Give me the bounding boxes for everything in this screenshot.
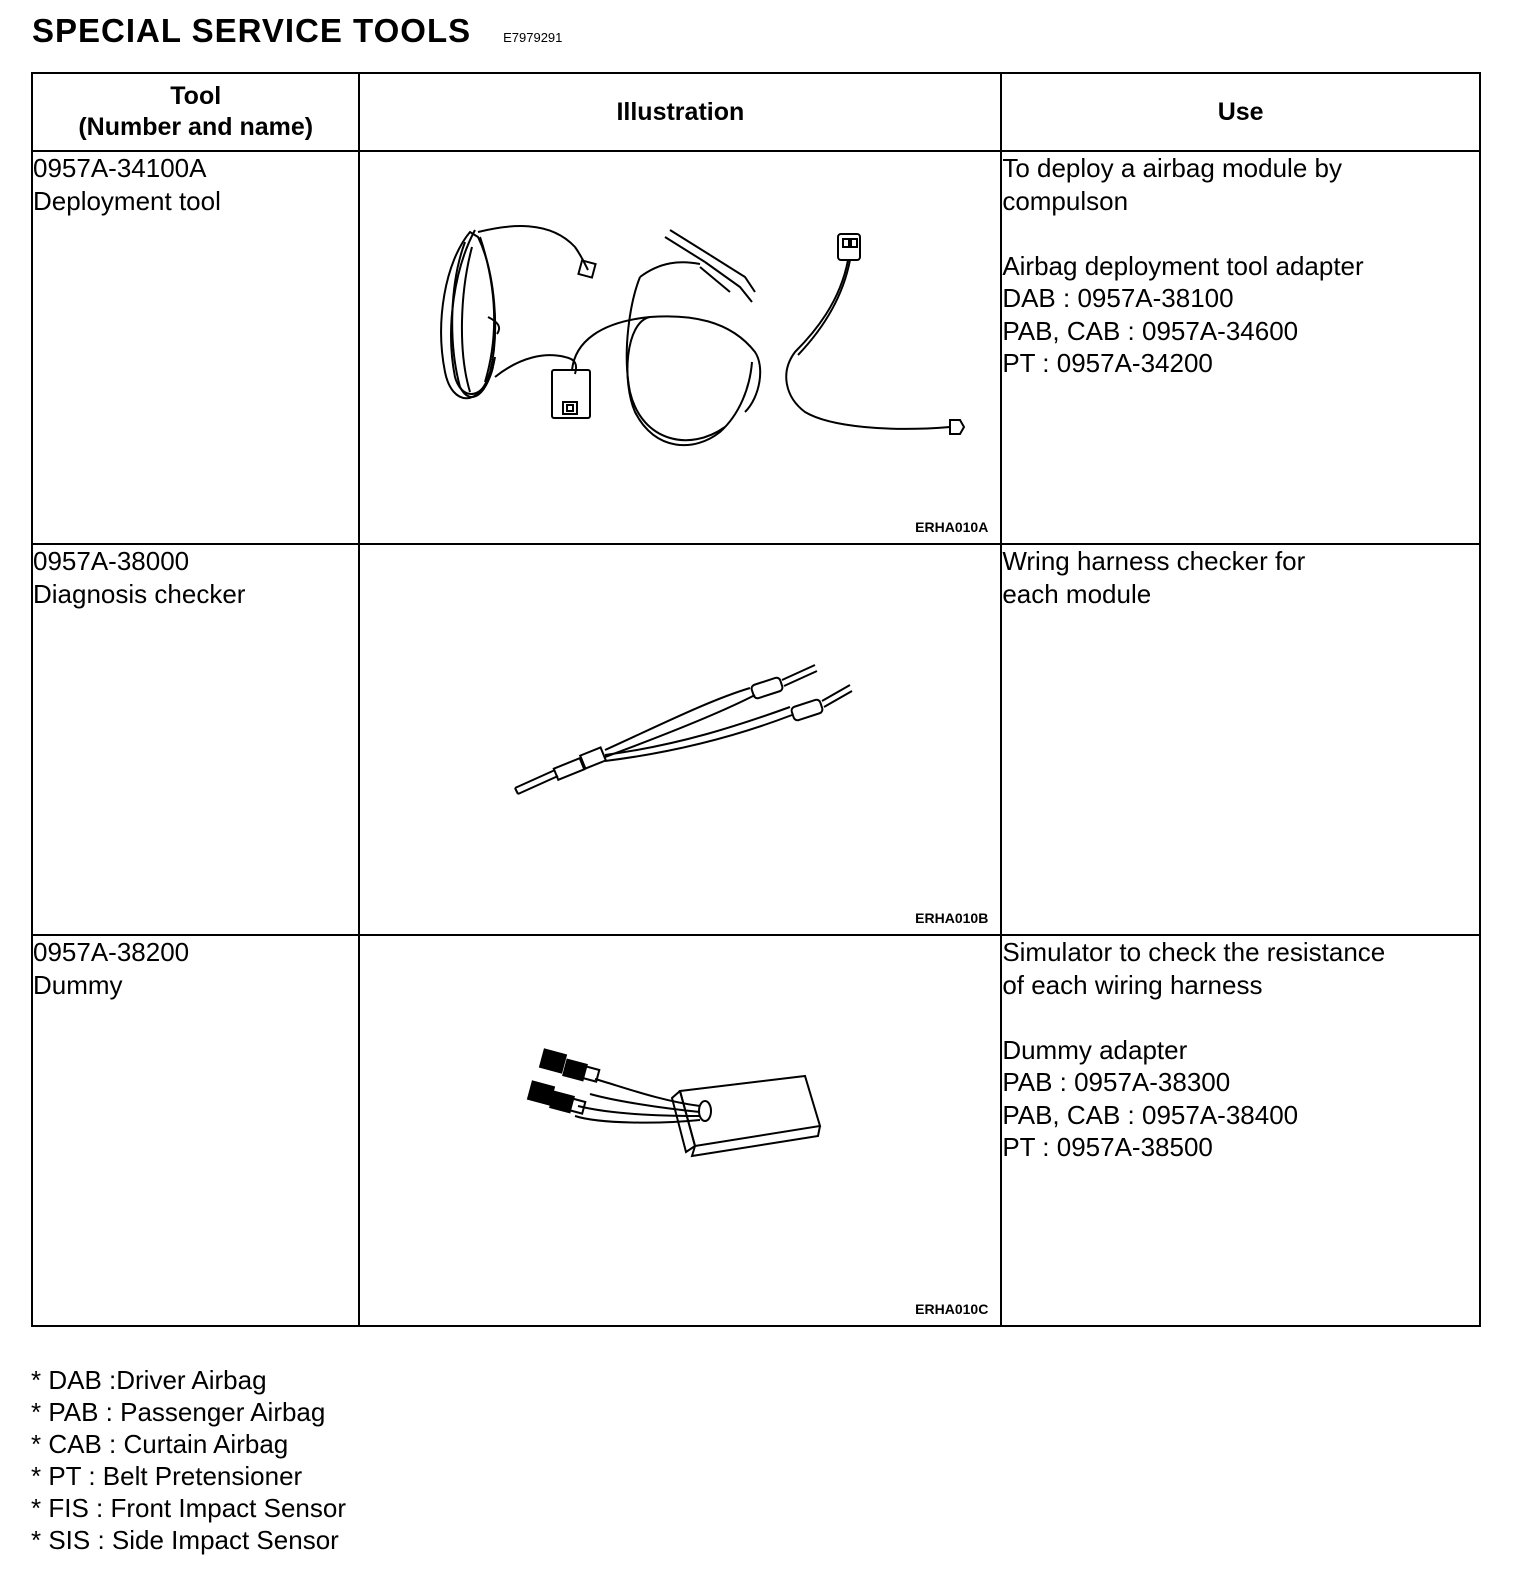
use-line: each module <box>1002 578 1152 609</box>
use-line: of each wiring harness <box>1002 969 1263 1000</box>
note-item: * DAB :Driver Airbag <box>31 1365 267 1395</box>
tools-table <box>31 72 1481 1327</box>
use-line: PT : 0957A-38500 <box>1002 1132 1213 1162</box>
abbreviation-notes <box>31 1364 346 1556</box>
document-code: E7979291 <box>503 30 563 45</box>
dummy-illustration <box>360 936 1001 1325</box>
column-header-use: Use <box>1001 73 1480 151</box>
use-line: Dummy adapter <box>1002 1034 1188 1065</box>
note-item: * PAB : Passenger Airbag <box>31 1397 326 1427</box>
note-item: * CAB : Curtain Airbag <box>31 1429 289 1459</box>
illustration-code: ERHA010A <box>915 519 989 535</box>
note-item: * SIS : Side Impact Sensor <box>31 1525 339 1555</box>
use-line: Wring harness checker for <box>1002 546 1306 576</box>
page-header <box>32 12 562 50</box>
illustration-code: ERHA010C <box>915 1301 989 1317</box>
use-line: PAB, CAB : 0957A-38400 <box>1002 1099 1299 1130</box>
page-title: SPECIAL SERVICE TOOLS <box>32 12 472 49</box>
tool-name: Diagnosis checker <box>33 578 246 609</box>
deployment-tool-illustration <box>360 152 1001 543</box>
tool-number: 0957A-38200 <box>33 937 190 967</box>
use-cell <box>1001 935 1480 1326</box>
use-line: To deploy a airbag module by <box>1002 153 1342 183</box>
use-cell <box>1001 544 1480 935</box>
column-header-tool-line1: Tool <box>170 82 222 110</box>
use-line: PT : 0957A-34200 <box>1002 348 1213 378</box>
diagnosis-checker-illustration <box>360 545 1001 934</box>
tool-number: 0957A-38000 <box>33 546 190 576</box>
illustration-cell <box>359 151 1001 544</box>
column-header-tool-line2: (Number and name) <box>78 113 314 141</box>
note-item: * FIS : Front Impact Sensor <box>31 1493 346 1523</box>
column-header-tool <box>32 73 359 151</box>
use-line: compulson <box>1002 185 1129 216</box>
illustration-code: ERHA010B <box>915 910 989 926</box>
use-line: DAB : 0957A-38100 <box>1002 283 1234 313</box>
tool-cell <box>32 151 359 544</box>
note-item: * PT : Belt Pretensioner <box>31 1461 303 1491</box>
table-row <box>32 151 1480 544</box>
tool-cell <box>32 935 359 1326</box>
table-row <box>32 544 1480 935</box>
table-row <box>32 935 1480 1326</box>
illustration-cell <box>359 935 1001 1326</box>
tool-number: 0957A-34100A <box>33 153 207 183</box>
use-cell <box>1001 151 1480 544</box>
table-header-row <box>32 73 1480 151</box>
illustration-cell <box>359 544 1001 935</box>
column-header-illustration: Illustration <box>359 73 1001 151</box>
use-line: Airbag deployment tool adapter <box>1002 250 1364 281</box>
tool-name: Dummy <box>33 969 123 1000</box>
tool-name: Deployment tool <box>33 185 221 216</box>
use-line: PAB, CAB : 0957A-34600 <box>1002 315 1299 346</box>
tool-cell <box>32 544 359 935</box>
use-line: PAB : 0957A-38300 <box>1002 1067 1231 1097</box>
use-line: Simulator to check the resistance <box>1002 937 1386 967</box>
